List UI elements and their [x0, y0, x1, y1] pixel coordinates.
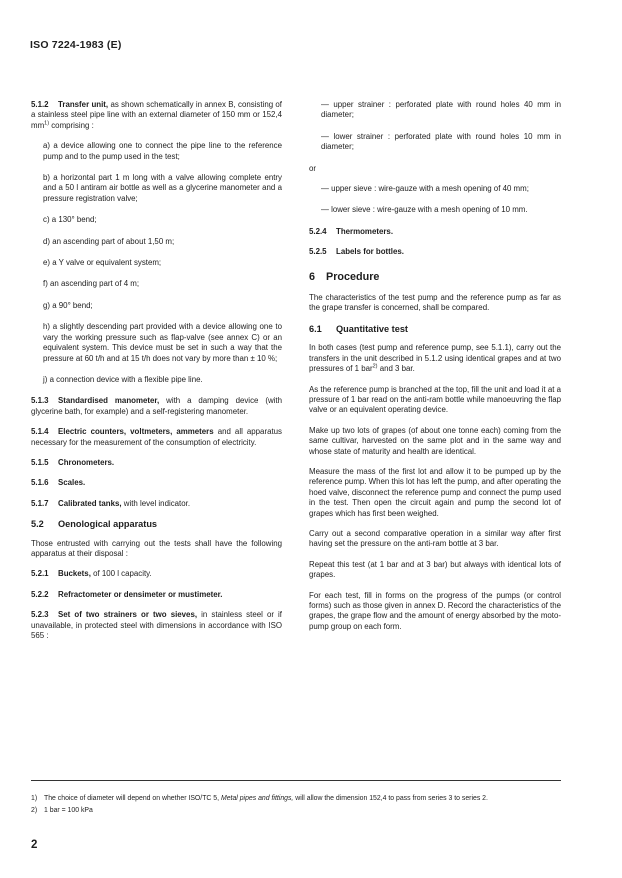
section-5-2-3 — [31, 610, 282, 641]
footnote-italic: Metal pipes and fittings, — [220, 795, 294, 802]
list-item-j: j) a connection device with a flexible pipe line. — [43, 374, 203, 384]
section-5-2-1 — [31, 569, 282, 579]
section-number: 5.1.6 — [31, 478, 49, 488]
list-item-g: g) a 90° bend; — [43, 300, 93, 310]
section-number: 5.1.5 — [31, 457, 49, 467]
section-title: Procedure — [326, 270, 380, 283]
section-number: 6.1 — [309, 323, 322, 334]
list-item-c: c) a 130° bend; — [43, 215, 97, 225]
section-number: 5.2 — [31, 519, 44, 530]
section-5-1-6 — [31, 478, 282, 488]
section-5-1-7 — [31, 499, 282, 509]
footnote-text: The choice of diameter will depend on whether ISO/TC 5, — [44, 795, 221, 802]
footnotes — [31, 793, 571, 817]
section-number: 6 — [309, 270, 316, 283]
section-6-text: The characteristics of the test pump and the reference pump as far as the grape transfer is concerned, shall be compared. — [309, 293, 561, 313]
paragraph-3: Make up two lots of grapes (of about one tonne each) coming from the same cultivar, harvested on the same plot and in the same way and whose state of maturity and health are identical. — [309, 425, 561, 456]
section-text-end: comprising : — [49, 120, 94, 130]
section-number: 5.2.5 — [309, 247, 327, 257]
right-column — [309, 100, 561, 642]
left-column — [31, 100, 282, 651]
footnote-ref: 2) — [372, 363, 378, 370]
section-text: of 100 l capacity. — [90, 569, 152, 579]
section-number: 5.1.3 — [31, 396, 49, 406]
list-item-a: a) a device allowing one to connect the pipe line to the reference pump and to the pump used in the test; — [43, 141, 282, 161]
section-text: and all apparatus necessary for the measurement of the consumption of electricity. — [31, 427, 282, 447]
section-title: Thermometers. — [336, 226, 394, 236]
paragraph-2: As the reference pump is branched at the top, fill the unit and load it at a pressure of 1 bar read on the anti-ram bottle while manoeuvring the flap valve or an equivalent operating device. — [309, 384, 561, 415]
paragraph-text: In both cases (test pump and reference pump, see 5.1.1), carry out the transfers in the unit described in 5.1.2 using identical grapes and at two pressures of 1 bar — [309, 343, 561, 374]
section-title: Electric counters, voltmeters, ammeters — [58, 427, 214, 437]
strainer-upper: — upper strainer : perforated plate with round holes 40 mm in diameter; — [321, 100, 561, 120]
section-number: 5.2.4 — [309, 226, 327, 236]
footnote-1 — [31, 793, 571, 805]
section-6-1-heading — [309, 324, 561, 334]
list-item-h: h) a slightly descending part provided with a device allowing one to vary the working pressure such as flap-valve (see annex C) or an equivalent system. This device must be set in such a way that the pressure at 60 t/h and at 15 t/h does not vary by more than ± 10 %; — [43, 322, 282, 363]
strainer-lower: — lower strainer : perforated plate with round holes 10 mm in diameter; — [321, 131, 561, 152]
section-number: 5.2.3 — [31, 610, 49, 620]
footnote-number: 1) — [31, 795, 38, 802]
or-text: or — [309, 163, 317, 173]
page-number: 2 — [31, 839, 38, 851]
footnote-2 — [31, 805, 571, 817]
section-5-2-4 — [309, 227, 561, 237]
section-6-heading — [309, 272, 561, 282]
section-5-2-5 — [309, 247, 561, 257]
section-title: Quantitative test — [336, 323, 408, 334]
section-title: Scales. — [58, 478, 86, 488]
footnote-number: 2) — [31, 807, 38, 814]
section-title: Standardised manometer, — [58, 396, 160, 406]
paragraph-6: Repeat this test (at 1 bar and at 3 bar) but always with identical lots of grapes. — [309, 559, 561, 580]
footnote-text: 1 bar = 100 kPa — [44, 807, 93, 814]
paragraph-7: For each test, fill in forms on the progress of the pumps (or control forms) such as those given in annex D. Record the characteristics of the grapes, the grape flow and the amount of energy absorbed by the moto-pump group on each form. — [309, 590, 561, 631]
paragraph-text-end: and 3 bar. — [377, 364, 415, 374]
section-title: Set of two strainers or two sieves, — [58, 610, 198, 620]
section-5-2-2 — [31, 590, 282, 600]
section-5-1-4 — [31, 427, 282, 448]
section-title: Transfer unit, — [58, 100, 109, 109]
section-number: 5.2.2 — [31, 589, 49, 599]
list-item-f: f) an ascending part of 4 m; — [43, 279, 140, 289]
footnote-ref: 1) — [44, 120, 50, 127]
section-title: Labels for bottles. — [336, 247, 404, 257]
section-5-1-2 — [31, 100, 282, 131]
section-5-1-3 — [31, 396, 282, 417]
section-text: in stainless steel or if unavailable, in protected steel with dimensions in accordance with ISO 565 : — [31, 610, 283, 640]
section-title: Buckets, — [58, 569, 91, 579]
section-text: with level indicator. — [121, 498, 191, 508]
paragraph-1 — [309, 343, 561, 374]
section-title: Oenological apparatus — [58, 519, 158, 530]
footnote-text-end: will allow the dimension 152,4 to pass from series 3 to series 2. — [293, 795, 488, 802]
section-number: 5.2.1 — [31, 569, 49, 579]
section-5-1-5 — [31, 458, 282, 468]
section-title: Refractometer or densimeter or mustimeter. — [58, 589, 223, 599]
paragraph-5: Carry out a second comparative operation in a similar way after first having set the pressure on the anti-ram bottle at 3 bar. — [309, 528, 561, 549]
list-item-b: b) a horizontal part 1 m long with a valve allowing complete entry and a 50 l antiram air bottle as well as a glycerine manometer and a pressure registration valve; — [43, 173, 282, 203]
section-5-2-text: Those entrusted with carrying out the tests shall have the following apparatus at their disposal : — [31, 538, 282, 558]
section-text: as shown schematically in annex B, consisting of a stainless steel pipe line with an external diameter of 150 mm or 152,4 mm — [31, 100, 282, 130]
sieve-lower: — lower sieve : wire-gauze with a mesh opening of 10 mm. — [321, 205, 528, 215]
section-title: Chronometers. — [58, 457, 115, 467]
document-header: ISO 7224-1983 (E) — [30, 39, 122, 51]
list-item-d: d) an ascending part of about 1,50 m; — [43, 236, 175, 246]
list-item-e: e) a Y valve or equivalent system; — [43, 258, 162, 268]
paragraph-4: Measure the mass of the first lot and allow it to be pumped up by the reference pump. When this lot has left the pump, and after operating the hoed valve, disconnect the reference pump and connect the pump used in the test. Then open the circuit again and pump the second lot of grapes which has first been weighed. — [309, 466, 561, 518]
footnote-divider — [31, 780, 561, 781]
section-text: with a damping device (with glycerine bath, for example) and a self-registering manometer. — [31, 396, 282, 416]
sieve-upper: — upper sieve : wire-gauze with a mesh opening of 40 mm; — [321, 184, 529, 194]
section-5-2-heading — [31, 519, 282, 529]
section-title: Calibrated tanks, — [58, 498, 122, 508]
section-number: 5.1.7 — [31, 498, 49, 508]
section-number: 5.1.2 — [31, 100, 49, 109]
section-number: 5.1.4 — [31, 427, 49, 437]
